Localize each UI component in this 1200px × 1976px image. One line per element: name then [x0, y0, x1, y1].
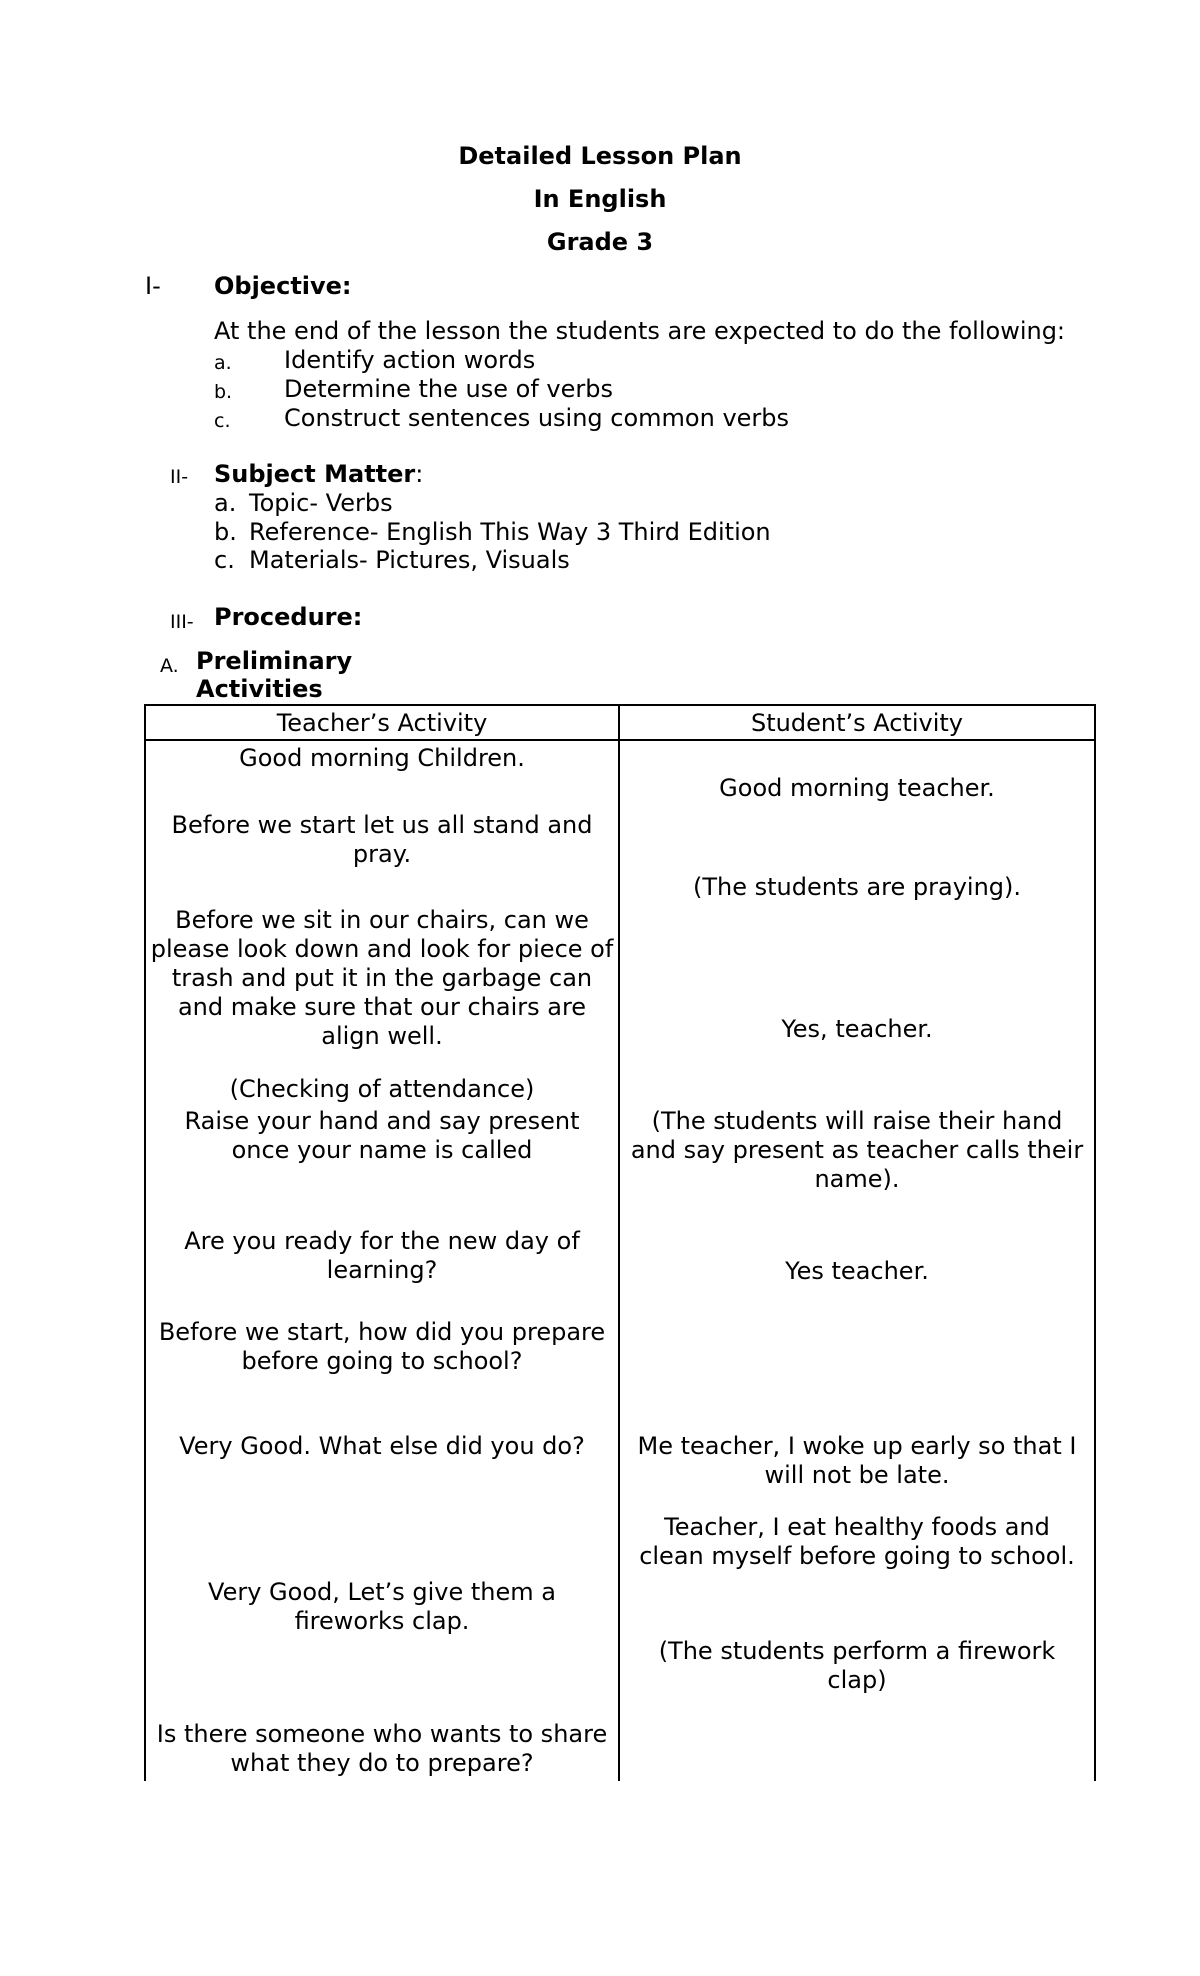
subject-matter-item-marker: b. — [214, 518, 237, 546]
objective-heading: Objective: — [214, 272, 352, 300]
procedure-numeral: III- — [170, 611, 194, 633]
student-activity: Yes, teacher. — [781, 1015, 933, 1043]
table-header-border — [144, 739, 1096, 741]
document-subject: In English — [533, 185, 667, 213]
student-activity: (The students perform a firework clap) — [658, 1637, 1056, 1694]
document-title: Detailed Lesson Plan — [458, 142, 742, 170]
student-activity: Good morning teacher. — [719, 774, 995, 802]
teacher-activity: Good morning Children. — [239, 744, 525, 772]
teacher-activity: Before we start let us all stand and pray. — [171, 811, 593, 868]
objective-item: Identify action words — [284, 346, 536, 374]
table-column-divider — [618, 704, 620, 1781]
subject-matter-numeral: II- — [170, 466, 189, 488]
table-top-border — [144, 704, 1096, 706]
subject-matter-item: Materials- Pictures, Visuals — [249, 546, 570, 574]
objective-item: Determine the use of verbs — [284, 375, 613, 403]
objective-item-marker: a. — [214, 352, 232, 374]
subject-matter-item: Topic- Verbs — [249, 489, 393, 517]
teacher-activity: Is there someone who wants to share what they do to prepare? — [156, 1720, 608, 1777]
document-grade: Grade 3 — [546, 228, 654, 256]
preliminary-heading-line1: Preliminary — [196, 647, 353, 675]
teacher-activity: (Checking of attendance) — [229, 1075, 535, 1103]
table-right-border — [1094, 704, 1096, 1781]
teacher-activity: Before we start, how did you prepare before going to school? — [158, 1318, 606, 1375]
table-header-teacher: Teacher’s Activity — [276, 709, 488, 737]
subject-matter-heading: Subject Matter: — [214, 460, 424, 488]
objective-item: Construct sentences using common verbs — [284, 404, 790, 432]
student-activity: (The students are praying). — [692, 873, 1022, 901]
procedure-heading: Procedure: — [214, 603, 363, 631]
teacher-activity: Before we sit in our chairs, can we please look down and look for piece of trash and put it in the garbage can and make sure that our chairs are align well. — [150, 906, 614, 1050]
student-activity: Me teacher, I woke up early so that I will not be late. — [637, 1432, 1077, 1489]
teacher-activity: Very Good, Let’s give them a fireworks clap. — [208, 1578, 556, 1635]
objective-item-marker: b. — [214, 381, 233, 403]
objective-intro: At the end of the lesson the students are expected to do the following: — [214, 317, 1066, 345]
subject-matter-item-marker: a. — [214, 489, 237, 517]
teacher-activity: Very Good. What else did you do? — [179, 1432, 585, 1460]
student-activity: (The students will raise their hand and say present as teacher calls their name). — [630, 1107, 1084, 1193]
subject-matter-item: Reference- English This Way 3 Third Edition — [249, 518, 771, 546]
student-activity: Teacher, I eat healthy foods and clean myself before going to school. — [639, 1513, 1075, 1570]
preliminary-heading-line2: Activities — [196, 675, 323, 703]
table-left-border — [144, 704, 146, 1781]
objective-numeral: I- — [145, 272, 161, 300]
subject-matter-item-marker: c. — [214, 546, 235, 574]
teacher-activity: Raise your hand and say present once your name is called — [184, 1107, 580, 1164]
preliminary-marker: A. — [160, 655, 179, 677]
table-header-student: Student’s Activity — [751, 709, 963, 737]
teacher-activity: Are you ready for the new day of learning? — [184, 1227, 580, 1284]
student-activity: Yes teacher. — [785, 1257, 929, 1285]
objective-item-marker: c. — [214, 410, 231, 432]
